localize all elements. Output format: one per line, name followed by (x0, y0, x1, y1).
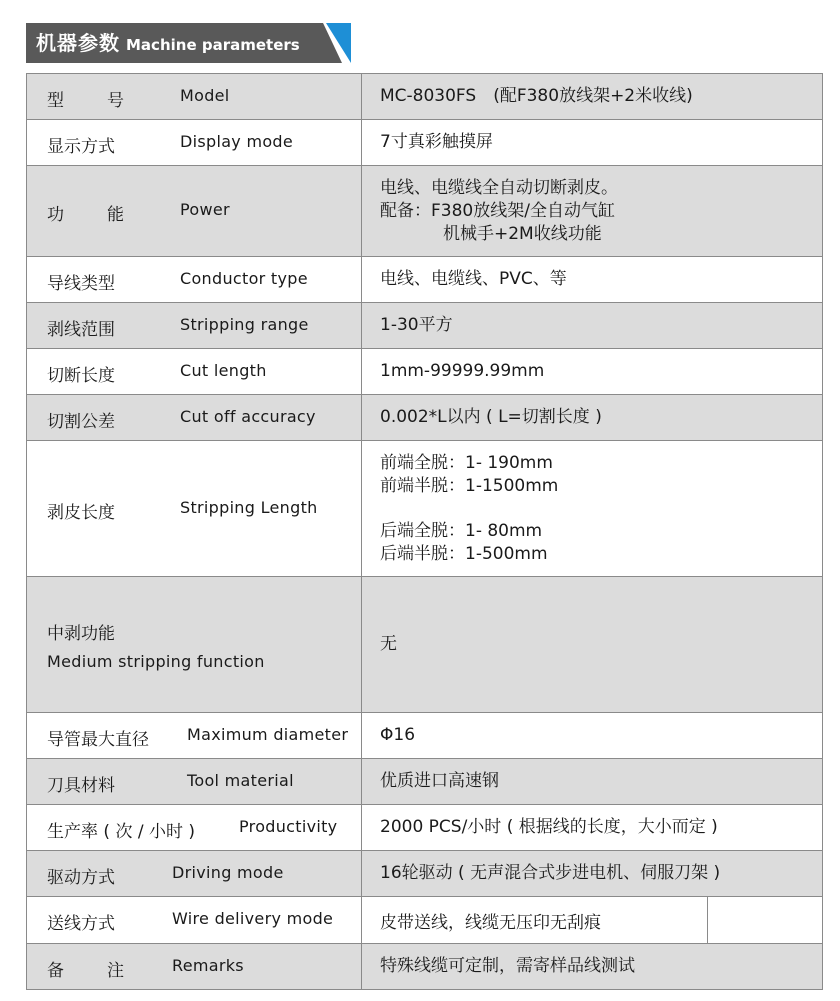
label-cell (27, 759, 362, 805)
value-cell (362, 944, 823, 990)
label-en: Driving mode (172, 863, 284, 882)
value-line: 后端全脱：1- 80mm (380, 520, 543, 541)
label-cell (27, 851, 362, 897)
spec-row-stripping-length (27, 441, 823, 577)
spec-row-cut-length (27, 349, 823, 395)
spec-row-productivity (27, 805, 823, 851)
value-text: MC-8030FS (配F380放线架+2米收线) (380, 86, 693, 106)
label-en: Conductor type (180, 269, 308, 288)
value-cell (362, 74, 823, 120)
label-cell (27, 257, 362, 303)
label-cell (27, 805, 362, 851)
value-text: 1mm-99999.99mm (380, 361, 545, 381)
value-split (362, 897, 822, 943)
value-cell (362, 441, 823, 577)
label-en: Power (180, 200, 230, 219)
value-text: 无 (380, 634, 397, 654)
value-line: 配备：F380放线架/全自动气缸 (380, 200, 615, 221)
label-zh: 备注 (47, 961, 167, 981)
spec-row-medium-stripping (27, 577, 823, 713)
label-zh: 显示方式 (47, 137, 115, 157)
value-line: 机械手+2M收线功能 (443, 223, 602, 244)
value-cell (362, 303, 823, 349)
label-en: Maximum diameter (187, 725, 349, 744)
section-title-zh: 机器参数 (36, 31, 120, 55)
value-line: 电线、电缆线全自动切断剥皮。 (380, 177, 618, 198)
value-text: 特殊线缆可定制，需寄样品线测试 (380, 956, 635, 976)
label-zh: 中剥功能 (47, 623, 115, 644)
label-en: Cut off accuracy (180, 407, 316, 426)
spec-row-stripping-range (27, 303, 823, 349)
value-cell (362, 713, 823, 759)
label-cell (27, 577, 362, 713)
value-line: 前端半脱：1-1500mm (380, 475, 559, 496)
label-cell (27, 120, 362, 166)
section-header (26, 23, 351, 63)
value-text: 皮带送线，线缆无压印无刮痕 (380, 912, 601, 933)
value-cell (362, 120, 823, 166)
label-zh: 切割公差 (47, 412, 115, 432)
value-text: Φ16 (380, 725, 416, 745)
value-main (362, 897, 707, 943)
value-line: 前端全脱：1- 190mm (380, 452, 553, 473)
value-cell (362, 897, 823, 944)
label-en: Model (180, 86, 230, 105)
value-text: 16轮驱动 ( 无声混合式步进电机、伺服刀架 ) (380, 863, 721, 883)
spec-row-power (27, 166, 823, 257)
label-en: Display mode (180, 132, 294, 151)
label-en: Wire delivery mode (172, 909, 334, 928)
label-cell (27, 303, 362, 349)
label-cell (27, 166, 362, 257)
value-cell (362, 349, 823, 395)
value-cell (362, 805, 823, 851)
section-title-en: Machine parameters (126, 36, 300, 54)
spec-row-display-mode (27, 120, 823, 166)
label-zh: 型号 (47, 91, 167, 111)
label-en: Tool material (187, 771, 294, 790)
label-zh: 送线方式 (47, 914, 115, 934)
label-zh: 驱动方式 (47, 868, 115, 888)
value-cell (362, 851, 823, 897)
value-cell (362, 257, 823, 303)
value-text: 1-30平方 (380, 315, 453, 335)
spec-table (26, 73, 823, 990)
value-line: 后端半脱：1-500mm (380, 543, 548, 564)
label-en: Remarks (172, 956, 244, 975)
value-text: 电线、电缆线、PVC、等 (380, 269, 567, 289)
value-cell (362, 395, 823, 441)
label-zh: 剥皮长度 (47, 503, 115, 523)
spec-row-wire-delivery-mode (27, 897, 823, 944)
value-text: 0.002*L以内 ( L=切割长度 ) (380, 407, 602, 427)
label-zh: 切断长度 (47, 366, 115, 386)
label-en: Medium stripping function (47, 651, 265, 671)
spec-row-tool-material (27, 759, 823, 805)
label-cell (27, 897, 362, 944)
label-zh: 导管最大直径 (47, 730, 149, 750)
label-en: Stripping Length (180, 498, 318, 517)
spec-row-driving-mode (27, 851, 823, 897)
label-cell (27, 713, 362, 759)
label-zh: 生产率 ( 次 / 小时 ) (47, 822, 196, 842)
spec-row-maximum-diameter (27, 713, 823, 759)
value-cell (362, 577, 823, 713)
spec-row-cut-off-accuracy (27, 395, 823, 441)
value-text: 7寸真彩触摸屏 (380, 132, 493, 152)
label-zh: 剥线范围 (47, 320, 115, 340)
spec-row-model (27, 74, 823, 120)
label-cell (27, 441, 362, 577)
label-zh: 刀具材料 (47, 776, 115, 796)
label-zh: 导线类型 (47, 274, 115, 294)
spec-row-conductor-type (27, 257, 823, 303)
value-empty-cell (707, 897, 822, 943)
spacer (380, 498, 822, 520)
value-cell (362, 759, 823, 805)
label-en: Stripping range (180, 315, 309, 334)
section-title (36, 23, 300, 63)
label-cell (27, 349, 362, 395)
label-cell (27, 74, 362, 120)
spec-row-remarks (27, 944, 823, 990)
label-cell (27, 395, 362, 441)
value-text: 优质进口高速钢 (380, 771, 499, 791)
label-zh: 功能 (47, 205, 167, 225)
label-cell (27, 944, 362, 990)
value-cell (362, 166, 823, 257)
label-en: Productivity (239, 817, 338, 836)
value-text: 2000 PCS/小时 ( 根据线的长度，大小而定 ) (380, 817, 718, 837)
label-en: Cut length (180, 361, 267, 380)
